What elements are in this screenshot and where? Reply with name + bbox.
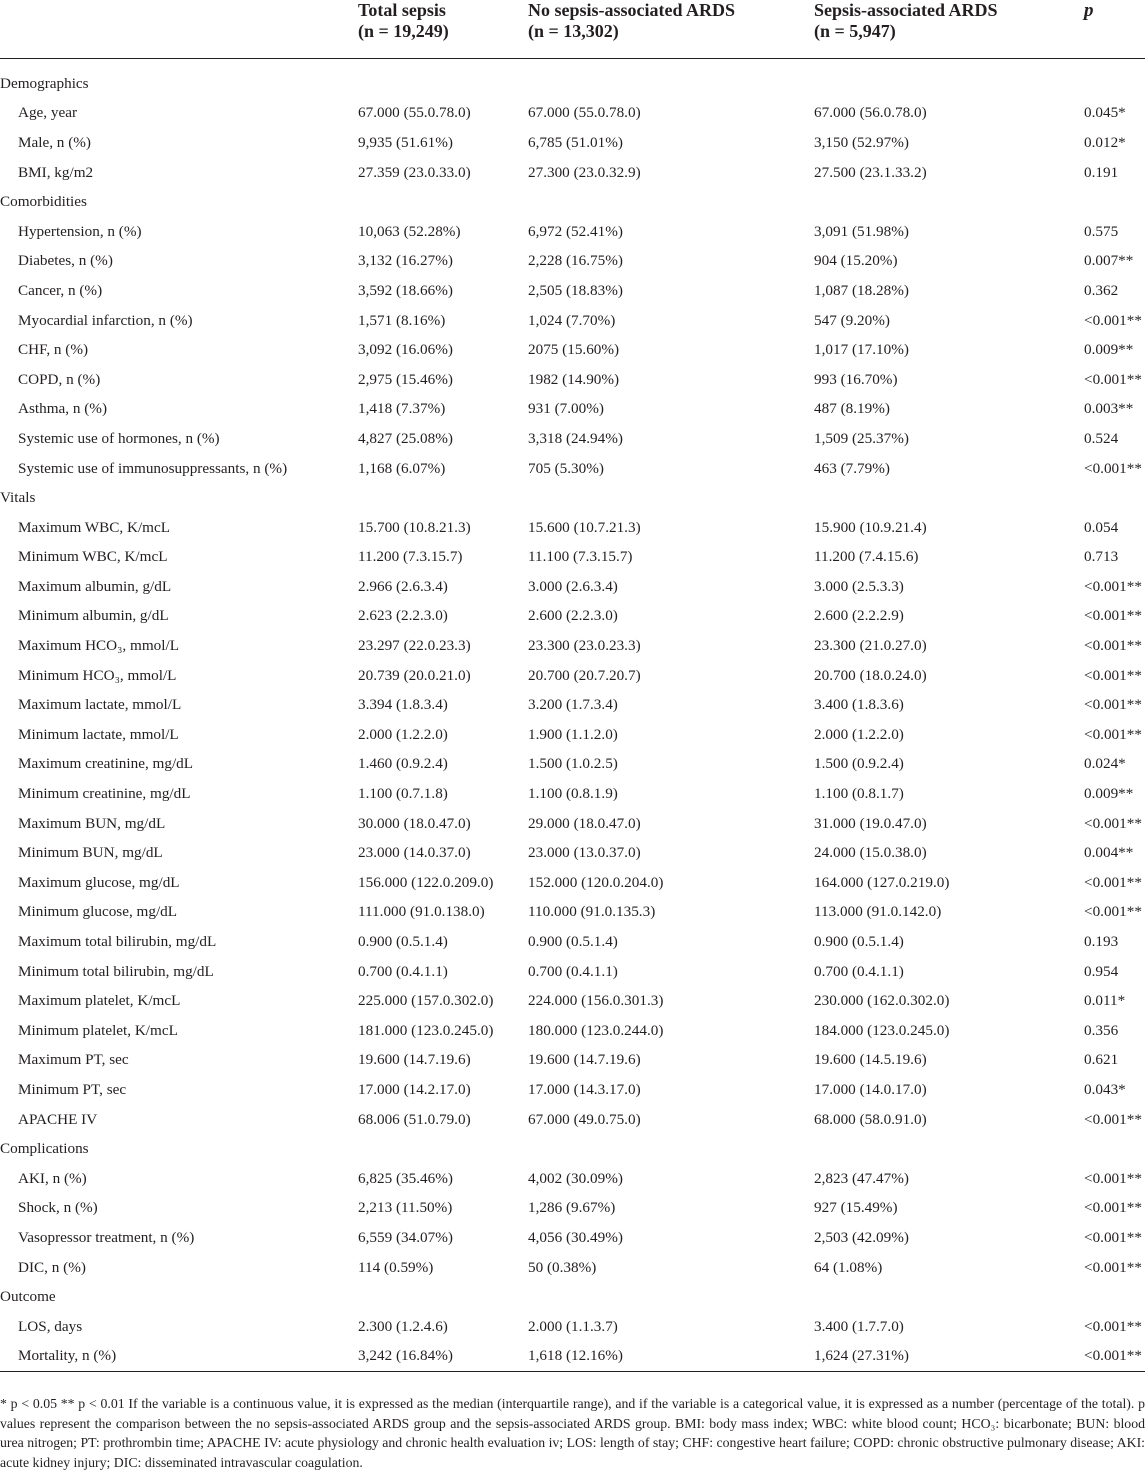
total-sepsis-value — [358, 187, 528, 217]
p-value: 0.191 — [1084, 163, 1119, 181]
no-ards-value: 27.300 (23.0.32.9) — [528, 163, 641, 181]
no-ards-value: 0.700 (0.4.1.1) — [528, 962, 618, 980]
no-ards-value: 67.000 (49.0.75.0) — [528, 1110, 641, 1128]
total-sepsis-value: 11.200 (7.3.15.7) — [358, 548, 463, 566]
ards-value: 31.000 (19.0.47.0) — [814, 814, 927, 832]
table-row — [0, 1253, 1145, 1283]
category-row — [0, 187, 1145, 217]
ards-value: 547 (9.20%) — [814, 311, 890, 329]
p-value: <0.001** — [1084, 1258, 1142, 1276]
total-sepsis-value: 6,559 (34.07%) — [358, 1228, 453, 1246]
p-value: 0.621 — [1084, 1051, 1119, 1069]
table-row — [0, 306, 1145, 336]
row-label: AKI, n (%) — [18, 1169, 87, 1187]
ards-value — [814, 187, 1084, 217]
p-value: 0.575 — [1084, 222, 1119, 240]
p-value: <0.001** — [1084, 1199, 1142, 1217]
total-sepsis-value: 6,825 (35.46%) — [358, 1169, 453, 1187]
header-label-col — [0, 0, 358, 59]
p-value: 0.011* — [1084, 992, 1126, 1010]
ards-value: 3.400 (1.8.3.6) — [814, 696, 904, 714]
ards-value: 487 (8.19%) — [814, 400, 890, 418]
p-value: <0.001** — [1084, 903, 1142, 921]
p-value: 0.356 — [1084, 1021, 1119, 1039]
table-row — [0, 838, 1145, 868]
row-label: COPD, n (%) — [18, 370, 101, 388]
p-value: 0.009** — [1084, 341, 1134, 359]
p-value: <0.001** — [1084, 696, 1142, 714]
total-sepsis-value — [358, 69, 528, 99]
table-row — [0, 602, 1145, 632]
table-row — [0, 779, 1145, 809]
ards-value: 68.000 (58.0.91.0) — [814, 1110, 927, 1128]
p-value: <0.001** — [1084, 607, 1142, 625]
total-sepsis-value: 181.000 (123.0.245.0) — [358, 1021, 494, 1039]
p-value: 0.024* — [1084, 755, 1126, 773]
p-value — [1084, 483, 1145, 513]
ards-value: 2.000 (1.2.2.0) — [814, 725, 904, 743]
total-sepsis-value: 23.297 (22.0.23.3) — [358, 637, 471, 655]
row-label: Maximum albumin, g/dL — [18, 577, 172, 595]
no-ards-value: 2,228 (16.75%) — [528, 252, 623, 270]
ards-value: 904 (15.20%) — [814, 252, 898, 270]
ards-value: 20.700 (18.0.24.0) — [814, 666, 927, 684]
header-total-sepsis-n: (n = 19,249) — [358, 21, 449, 41]
row-label: Vasopressor treatment, n (%) — [18, 1228, 195, 1246]
table-row — [0, 868, 1145, 898]
row-label: Maximum lactate, mmol/L — [18, 696, 182, 714]
ards-value: 184.000 (123.0.245.0) — [814, 1021, 950, 1039]
header-total-sepsis-title: Total sepsis — [358, 0, 446, 20]
row-label: Maximum PT, sec — [18, 1051, 129, 1069]
no-ards-value: 1,618 (12.16%) — [528, 1342, 814, 1372]
total-sepsis-value: 4,827 (25.08%) — [358, 429, 453, 447]
no-ards-value: 1982 (14.90%) — [528, 370, 620, 388]
no-ards-value: 1.900 (1.1.2.0) — [528, 725, 618, 743]
no-ards-value: 3.000 (2.6.3.4) — [528, 577, 618, 595]
no-ards-value: 1.100 (0.8.1.9) — [528, 785, 618, 803]
row-label: Minimum total bilirubin, mg/dL — [18, 962, 214, 980]
p-value: 0.054 — [1084, 518, 1119, 536]
table-row — [0, 1223, 1145, 1253]
row-label: Maximum WBC, K/mcL — [18, 518, 171, 536]
p-value: 0.007** — [1084, 252, 1134, 270]
row-label: DIC, n (%) — [18, 1258, 86, 1276]
row-label: Systemic use of hormones, n (%) — [18, 429, 220, 447]
no-ards-value: 15.600 (10.7.21.3) — [528, 518, 641, 536]
header-no-ards-n: (n = 13,302) — [528, 21, 619, 41]
row-label: Minimum HCO₃, mmol/L — [18, 666, 177, 684]
ards-value: 927 (15.49%) — [814, 1199, 898, 1217]
row-label: Maximum creatinine, mg/dL — [18, 755, 194, 773]
ards-value: 3,091 (51.98%) — [814, 222, 909, 240]
row-label: Diabetes, n (%) — [18, 252, 113, 270]
no-ards-value: 1,286 (9.67%) — [528, 1199, 616, 1217]
table-row — [0, 690, 1145, 720]
header-ards-n: (n = 5,947) — [814, 21, 896, 41]
ards-value: 24.000 (15.0.38.0) — [814, 844, 927, 862]
row-label: Mortality, n (%) — [0, 1342, 358, 1372]
p-value — [1084, 1282, 1145, 1312]
p-value: <0.001** — [1084, 1110, 1142, 1128]
total-sepsis-value: 17.000 (14.2.17.0) — [358, 1080, 471, 1098]
table-row — [0, 99, 1145, 129]
p-value — [1084, 1134, 1145, 1164]
total-sepsis-value: 1.460 (0.9.2.4) — [358, 755, 448, 773]
total-sepsis-value: 225.000 (157.0.302.0) — [358, 992, 494, 1010]
row-label: Minimum PT, sec — [18, 1080, 127, 1098]
table-row — [0, 1046, 1145, 1076]
total-sepsis-value: 3,592 (18.66%) — [358, 281, 453, 299]
row-label: Maximum platelet, K/mcL — [18, 992, 181, 1010]
total-sepsis-value — [358, 1134, 528, 1164]
p-value: <0.001** — [1084, 370, 1142, 388]
no-ards-value: 180.000 (123.0.244.0) — [528, 1021, 664, 1039]
ards-value: 67.000 (56.0.78.0) — [814, 104, 927, 122]
p-value: <0.001** — [1084, 1317, 1142, 1335]
table-row — [0, 1312, 1145, 1342]
no-ards-value: 224.000 (156.0.301.3) — [528, 992, 664, 1010]
no-ards-value: 20.700 (20.7.20.7) — [528, 666, 641, 684]
ards-value: 164.000 (127.0.219.0) — [814, 873, 950, 891]
total-sepsis-value — [358, 483, 528, 513]
ards-value: 1,624 (27.31%) — [814, 1342, 1084, 1372]
total-sepsis-value: 1,571 (8.16%) — [358, 311, 446, 329]
header-spacer — [0, 59, 1145, 70]
total-sepsis-value: 1,168 (6.07%) — [358, 459, 446, 477]
table-row — [0, 424, 1145, 454]
table-row — [0, 276, 1145, 306]
row-label: Minimum BUN, mg/dL — [18, 844, 163, 862]
p-value: 0.193 — [1084, 933, 1119, 951]
table-row — [0, 631, 1145, 661]
total-sepsis-value: 2.966 (2.6.3.4) — [358, 577, 448, 595]
p-value: <0.001** — [1084, 1342, 1145, 1372]
category-label: Vitals — [0, 489, 36, 507]
table-row — [0, 898, 1145, 928]
table-row — [0, 217, 1145, 247]
p-value: 0.003** — [1084, 400, 1134, 418]
p-value: <0.001** — [1084, 666, 1142, 684]
no-ards-value — [528, 69, 814, 99]
p-value: 0.045* — [1084, 104, 1126, 122]
ards-value: 993 (16.70%) — [814, 370, 898, 388]
total-sepsis-value: 2.623 (2.2.3.0) — [358, 607, 448, 625]
category-row — [0, 69, 1145, 99]
no-ards-value: 23.000 (13.0.37.0) — [528, 844, 641, 862]
table-row — [0, 454, 1145, 484]
total-sepsis-value: 27.359 (23.0.33.0) — [358, 163, 471, 181]
ards-value: 463 (7.79%) — [814, 459, 890, 477]
table-row — [0, 661, 1145, 691]
no-ards-value: 2075 (15.60%) — [528, 341, 620, 359]
header-ards — [814, 0, 1084, 59]
row-label: APACHE IV — [18, 1110, 98, 1128]
row-label: Myocardial infarction, n (%) — [18, 311, 193, 329]
table-row — [0, 1342, 1145, 1372]
p-value — [1084, 187, 1145, 217]
ards-value: 113.000 (91.0.142.0) — [814, 903, 942, 921]
total-sepsis-value: 2.000 (1.2.2.0) — [358, 725, 448, 743]
total-sepsis-value: 3,132 (16.27%) — [358, 252, 453, 270]
ards-value — [814, 1282, 1084, 1312]
ards-value: 0.900 (0.5.1.4) — [814, 933, 904, 951]
no-ards-value: 110.000 (91.0.135.3) — [528, 903, 656, 921]
no-ards-value: 29.000 (18.0.47.0) — [528, 814, 641, 832]
total-sepsis-value: 156.000 (122.0.209.0) — [358, 873, 494, 891]
row-label: Maximum HCO₃, mmol/L — [18, 637, 179, 655]
ards-value: 1,509 (25.37%) — [814, 429, 909, 447]
row-label: Cancer, n (%) — [18, 281, 103, 299]
no-ards-value: 3.200 (1.7.3.4) — [528, 696, 618, 714]
ards-value: 27.500 (23.1.33.2) — [814, 163, 927, 181]
total-sepsis-value: 10,063 (52.28%) — [358, 222, 461, 240]
no-ards-value: 67.000 (55.0.78.0) — [528, 104, 641, 122]
ards-value: 2.600 (2.2.2.9) — [814, 607, 904, 625]
p-value: <0.001** — [1084, 459, 1142, 477]
table-header-row — [0, 0, 1145, 59]
ards-value — [814, 69, 1084, 99]
no-ards-value: 1,024 (7.70%) — [528, 311, 616, 329]
no-ards-value: 2.000 (1.1.3.7) — [528, 1317, 618, 1335]
row-label: Minimum albumin, g/dL — [18, 607, 169, 625]
no-ards-value — [528, 1134, 814, 1164]
p-value: <0.001** — [1084, 1169, 1142, 1187]
header-no-ards-title: No sepsis-associated ARDS — [528, 0, 736, 20]
p-value: 0.043* — [1084, 1080, 1126, 1098]
row-label: Male, n (%) — [18, 133, 91, 151]
table-row — [0, 128, 1145, 158]
ards-value: 19.600 (14.5.19.6) — [814, 1051, 927, 1069]
no-ards-value — [528, 187, 814, 217]
table-row — [0, 1194, 1145, 1224]
no-ards-value: 50 (0.38%) — [528, 1258, 597, 1276]
no-ards-value: 17.000 (14.3.17.0) — [528, 1080, 641, 1098]
p-value: 0.004** — [1084, 844, 1134, 862]
ards-value: 1,017 (17.10%) — [814, 341, 909, 359]
table-row — [0, 957, 1145, 987]
total-sepsis-value: 23.000 (14.0.37.0) — [358, 844, 471, 862]
table-row — [0, 809, 1145, 839]
p-value: <0.001** — [1084, 577, 1142, 595]
ards-value: 3.000 (2.5.3.3) — [814, 577, 904, 595]
total-sepsis-value: 0.900 (0.5.1.4) — [358, 933, 448, 951]
p-value: <0.001** — [1084, 1228, 1142, 1246]
ards-value: 1.500 (0.9.2.4) — [814, 755, 904, 773]
ards-value: 1.100 (0.8.1.7) — [814, 785, 904, 803]
row-label: Minimum creatinine, mg/dL — [18, 785, 191, 803]
header-total-sepsis — [358, 0, 528, 59]
no-ards-value: 2.600 (2.2.3.0) — [528, 607, 618, 625]
p-value: 0.954 — [1084, 962, 1119, 980]
table-row — [0, 986, 1145, 1016]
total-sepsis-value: 1.100 (0.7.1.8) — [358, 785, 448, 803]
p-value: <0.001** — [1084, 814, 1142, 832]
total-sepsis-value: 3,092 (16.06%) — [358, 341, 453, 359]
total-sepsis-value: 2,975 (15.46%) — [358, 370, 453, 388]
p-value: 0.524 — [1084, 429, 1119, 447]
table-row — [0, 1105, 1145, 1135]
no-ards-value: 3,318 (24.94%) — [528, 429, 623, 447]
category-label: Demographics — [0, 74, 89, 92]
ards-value: 3,150 (52.97%) — [814, 133, 909, 151]
table-row — [0, 750, 1145, 780]
total-sepsis-value: 0.700 (0.4.1.1) — [358, 962, 448, 980]
table-row — [0, 1075, 1145, 1105]
row-label: Shock, n (%) — [18, 1199, 98, 1217]
total-sepsis-value: 2,213 (11.50%) — [358, 1199, 453, 1217]
table-row — [0, 543, 1145, 573]
no-ards-value: 152.000 (120.0.204.0) — [528, 873, 664, 891]
total-sepsis-value: 68.006 (51.0.79.0) — [358, 1110, 471, 1128]
row-label: Minimum platelet, K/mcL — [18, 1021, 178, 1039]
ards-value: 23.300 (21.0.27.0) — [814, 637, 927, 655]
no-ards-value: 705 (5.30%) — [528, 459, 604, 477]
total-sepsis-value: 2.300 (1.2.4.6) — [358, 1317, 448, 1335]
no-ards-value — [528, 1282, 814, 1312]
row-label: Hypertension, n (%) — [18, 222, 142, 240]
no-ards-value: 23.300 (23.0.23.3) — [528, 637, 641, 655]
category-row — [0, 1134, 1145, 1164]
ards-value: 64 (1.08%) — [814, 1258, 883, 1276]
total-sepsis-value: 20.739 (20.0.21.0) — [358, 666, 471, 684]
header-ards-title: Sepsis-associated ARDS — [814, 0, 998, 20]
category-row — [0, 483, 1145, 513]
no-ards-value: 4,056 (30.49%) — [528, 1228, 623, 1246]
total-sepsis-value: 67.000 (55.0.78.0) — [358, 104, 471, 122]
ards-value: 1,087 (18.28%) — [814, 281, 909, 299]
total-sepsis-value: 1,418 (7.37%) — [358, 400, 446, 418]
p-value: 0.713 — [1084, 548, 1119, 566]
p-value: <0.001** — [1084, 311, 1142, 329]
header-no-ards — [528, 0, 814, 59]
ards-value: 2,823 (47.47%) — [814, 1169, 909, 1187]
ards-value: 230.000 (162.0.302.0) — [814, 992, 950, 1010]
total-sepsis-value: 30.000 (18.0.47.0) — [358, 814, 471, 832]
row-label: Asthma, n (%) — [18, 400, 107, 418]
table-footnote: * p < 0.05 ** p < 0.01 If the variable is a continuous value, it is expressed as the median (interquartile range), and if the variable is a categorical value, it is expressed as a number (percentage of the total). p values represent the comparison between the no sepsis-associated ARDS group and the sepsis-associated ARDS group. BMI: body mass index; WBC: white blood count; HCO₃: bicarbonate; BUN: blood urea nitrogen; PT: prothrombin time; APACHE IV: acute physiology and chronic health evaluation iv; LOS: length of stay; CHF: congestive heart failure; COPD: chronic obstructive pulmonary disease; AKI: acute kidney injury; DIC: disseminated intravascular coagulation. — [0, 1396, 1145, 1471]
row-label: Systemic use of immunosuppressants, n (%) — [18, 459, 288, 477]
total-sepsis-value: 3,242 (16.84%) — [358, 1342, 528, 1372]
ards-value: 11.200 (7.4.15.6) — [814, 548, 919, 566]
row-label: Age, year — [18, 104, 78, 122]
total-sepsis-value: 9,935 (51.61%) — [358, 133, 453, 151]
ards-value: 17.000 (14.0.17.0) — [814, 1080, 927, 1098]
table-body — [0, 59, 1145, 1372]
total-sepsis-value: 19.600 (14.7.19.6) — [358, 1051, 471, 1069]
p-value: <0.001** — [1084, 637, 1142, 655]
row-label: Maximum total bilirubin, mg/dL — [18, 933, 217, 951]
row-label: LOS, days — [18, 1317, 83, 1335]
total-sepsis-value — [358, 1282, 528, 1312]
table-row — [0, 1164, 1145, 1194]
no-ards-value: 931 (7.00%) — [528, 400, 604, 418]
row-label: Maximum glucose, mg/dL — [18, 873, 180, 891]
table-row — [0, 720, 1145, 750]
p-value: 0.362 — [1084, 281, 1119, 299]
row-label: CHF, n (%) — [18, 341, 89, 359]
p-value: <0.001** — [1084, 725, 1142, 743]
ards-value: 0.700 (0.4.1.1) — [814, 962, 904, 980]
no-ards-value: 6,785 (51.01%) — [528, 133, 623, 151]
header-p-value: p — [1084, 0, 1145, 59]
ards-value: 15.900 (10.9.21.4) — [814, 518, 927, 536]
table-row — [0, 513, 1145, 543]
category-label: Complications — [0, 1140, 89, 1158]
table-row — [0, 335, 1145, 365]
table-row — [0, 158, 1145, 188]
total-sepsis-value: 3.394 (1.8.3.4) — [358, 696, 448, 714]
ards-value — [814, 483, 1084, 513]
row-label: Minimum lactate, mmol/L — [18, 725, 179, 743]
p-value: <0.001** — [1084, 873, 1142, 891]
p-value — [1084, 69, 1145, 99]
table-row — [0, 572, 1145, 602]
no-ards-value: 2,505 (18.83%) — [528, 281, 623, 299]
p-value: 0.009** — [1084, 785, 1134, 803]
p-value: 0.012* — [1084, 133, 1126, 151]
no-ards-value: 6,972 (52.41%) — [528, 222, 623, 240]
table-row — [0, 927, 1145, 957]
no-ards-value: 19.600 (14.7.19.6) — [528, 1051, 641, 1069]
no-ards-value — [528, 483, 814, 513]
category-label: Comorbidities — [0, 193, 87, 211]
ards-value: 3.400 (1.7.7.0) — [814, 1317, 904, 1335]
category-label: Outcome — [0, 1288, 56, 1306]
no-ards-value: 11.100 (7.3.15.7) — [528, 548, 633, 566]
table-row — [0, 247, 1145, 277]
category-row — [0, 1282, 1145, 1312]
total-sepsis-value: 111.000 (91.0.138.0) — [358, 903, 485, 921]
table-row — [0, 1016, 1145, 1046]
no-ards-value: 4,002 (30.09%) — [528, 1169, 623, 1187]
total-sepsis-value: 15.700 (10.8.21.3) — [358, 518, 471, 536]
no-ards-value: 1.500 (1.0.2.5) — [528, 755, 618, 773]
ards-value — [814, 1134, 1084, 1164]
row-label: Minimum WBC, K/mcL — [18, 548, 168, 566]
table-row — [0, 395, 1145, 425]
row-label: Maximum BUN, mg/dL — [18, 814, 166, 832]
table-row — [0, 365, 1145, 395]
row-label: Minimum glucose, mg/dL — [18, 903, 178, 921]
row-label: BMI, kg/m2 — [18, 163, 94, 181]
total-sepsis-value: 114 (0.59%) — [358, 1258, 434, 1276]
ards-value: 2,503 (42.09%) — [814, 1228, 909, 1246]
no-ards-value: 0.900 (0.5.1.4) — [528, 933, 618, 951]
